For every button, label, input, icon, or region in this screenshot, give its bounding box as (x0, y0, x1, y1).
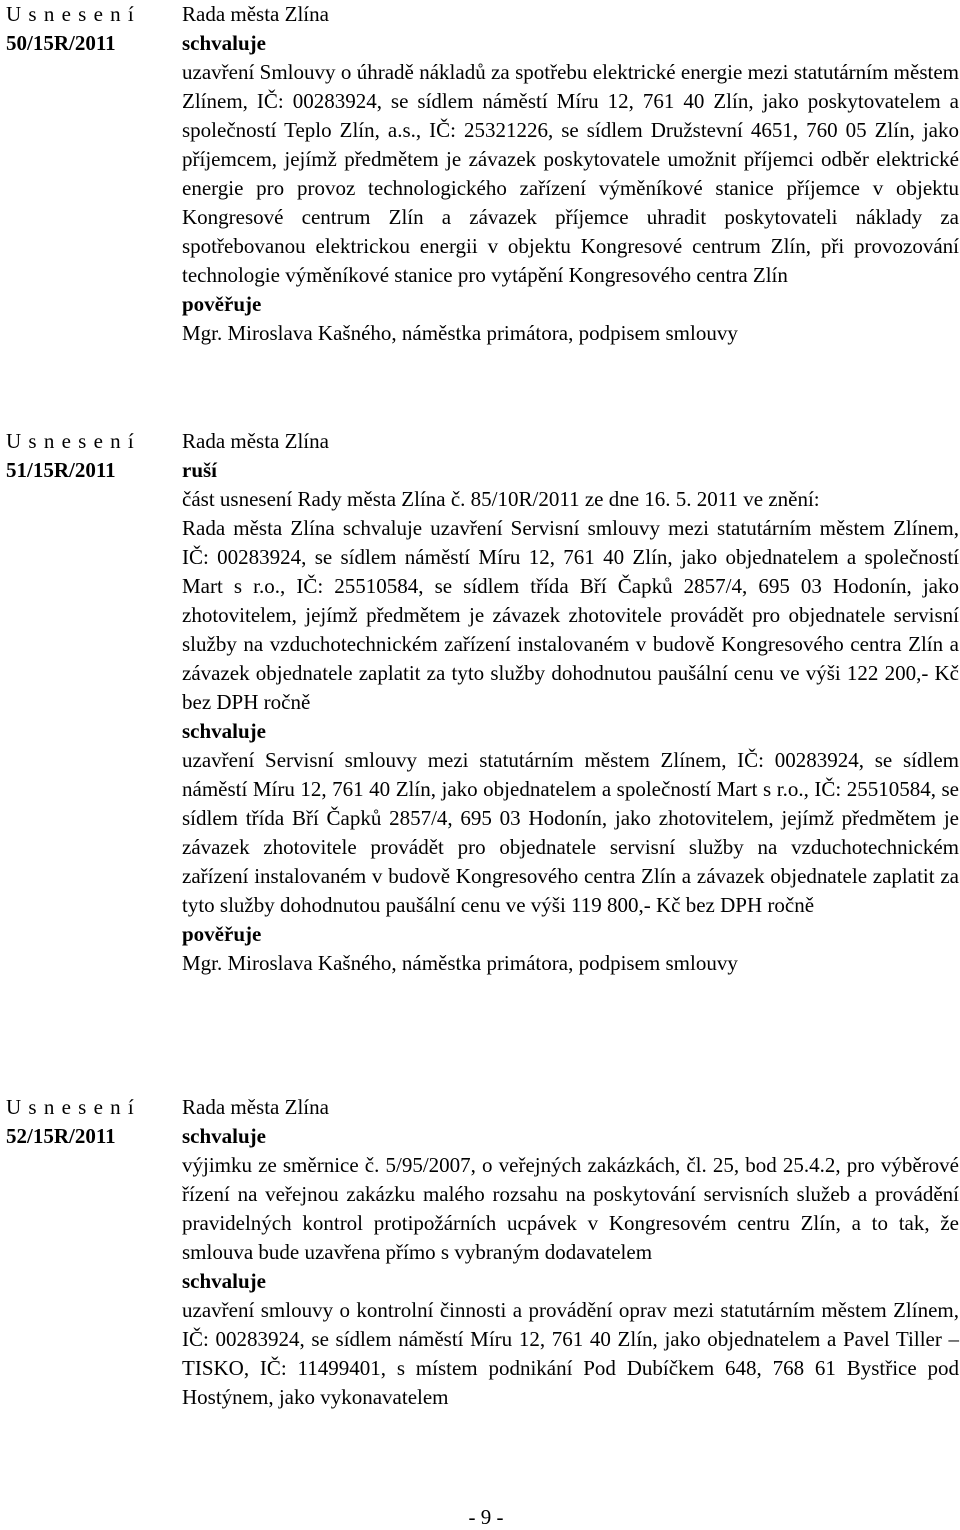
resolution-verb: schvaluje (182, 719, 266, 743)
resolution-number: 52/15R/2011 (6, 1124, 116, 1148)
resolution-text: uzavření smlouvy o kontrolní činnosti a provádění oprav mezi statutárním městem Zlínem, IČ: 00283924, se sídlem náměstí Míru 12, 761 40 Zlín, jako objednatelem a Pavel Tiller – TISKO, IČ: 11499401, s místem podnikání Pod Dubíčkem 648, 768 61 Bystřice pod Hostýnem, jako vykonavatelem (182, 1298, 959, 1409)
resolution-verb: schvaluje (182, 31, 266, 55)
resolution-verb: pověřuje (182, 922, 262, 946)
resolution-quoted-text: Rada města Zlína schvaluje uzavření Servisní smlouvy mezi statutárním městem Zlínem, IČ: 00283924, se sídlem náměstí Míru 12, 761 40 Zlín, jako objednatelem a společností Mart s r.o., IČ: 25510584, se sídlem třída Bří Čapků 2857/4, 695 03 Hodonín, jako zhotovitelem, jejímž předmětem je závazek zhotovitele provádět pro objednatele servisní služby na vzduchotechnickém zařízení instalovaném v budově Kongresového centra Zlín a závazek objednatele zaplatit za tyto služby dohodnutou paušální cenu ve výši 122 200,- Kč bez DPH ročně (182, 516, 959, 714)
resolution-label-column (6, 0, 166, 58)
page-number: - 9 - (468, 1505, 504, 1529)
resolution-verb: ruší (182, 458, 218, 482)
resolution-label-column (6, 427, 166, 485)
resolution-body (182, 427, 959, 978)
resolution-verb: pověřuje (182, 292, 262, 316)
resolution-text: část usnesení Rady města Zlína č. 85/10R/2011 ze dne 16. 5. 2011 ve znění: (182, 487, 820, 511)
resolution-number: 51/15R/2011 (6, 458, 116, 482)
resolution-text: výjimku ze směrnice č. 5/95/2007, o veřejných zakázkách, čl. 25, bod 25.4.2, pro výběrové řízení na veřejnou zakázku malého rozsahu na poskytování servisních služeb a provádění pravidelných kontrol protipožárních ucpávek v Kongresovém centru Zlín, a to tak, že smlouva bude uzavřena přímo s vybraným dodavatelem (182, 1153, 959, 1264)
resolution-number: 50/15R/2011 (6, 31, 116, 55)
resolution-body (182, 1093, 959, 1412)
resolution-verb: schvaluje (182, 1269, 266, 1293)
resolution-heading: U s n e s e n í (6, 2, 135, 26)
resolution-text: Mgr. Miroslava Kašného, náměstka primátora, podpisem smlouvy (182, 321, 738, 345)
resolution-verb: schvaluje (182, 1124, 266, 1148)
resolution-heading: U s n e s e n í (6, 429, 135, 453)
resolution-text: uzavření Servisní smlouvy mezi statutárním městem Zlínem, IČ: 00283924, se sídlem náměstí Míru 12, 761 40 Zlín, jako objednatelem a společností Mart s r.o., IČ: 25510584, se sídlem třída Bří Čapků 2857/4, 695 03 Hodonín, jako zhotovitelem, jejímž předmětem je závazek zhotovitele provádět pro objednatele servisní služby na vzduchotechnickém zařízení instalovaném v budově Kongresového centra Zlín a závazek objednatele zaplatit za tyto služby dohodnutou paušální cenu ve výši 119 800,- Kč bez DPH ročně (182, 748, 959, 917)
resolution-text: uzavření Smlouvy o úhradě nákladů za spotřebu elektrické energie mezi statutárním městem Zlínem, IČ: 00283924, se sídlem náměstí Míru 12, 761 40 Zlín, jako poskytovatelem a společností Teplo Zlín, a.s., IČ: 25321226, se sídlem Družstevní 4651, 760 05 Zlín, jako příjemcem, jejímž předmětem je závazek poskytovatele umožnit příjemci odběr elektrické energie pro provoz technologického zařízení výměníkové stanice příjemce v objektu Kongresové centrum Zlín a závazek příjemce uhradit poskytovateli náklady za spotřebovanou elektrickou energii v objektu Kongresové centrum Zlín, při provozování technologie výměníkové stanice pro vytápění Kongresového centra Zlín (182, 60, 959, 287)
resolution-heading: U s n e s e n í (6, 1095, 135, 1119)
resolution-issuer: Rada města Zlína (182, 1095, 329, 1119)
resolution-label-column (6, 1093, 166, 1151)
resolution-text: Mgr. Miroslava Kašného, náměstka primátora, podpisem smlouvy (182, 951, 738, 975)
resolution-issuer: Rada města Zlína (182, 429, 329, 453)
resolution-body (182, 0, 959, 348)
resolution-issuer: Rada města Zlína (182, 2, 329, 26)
